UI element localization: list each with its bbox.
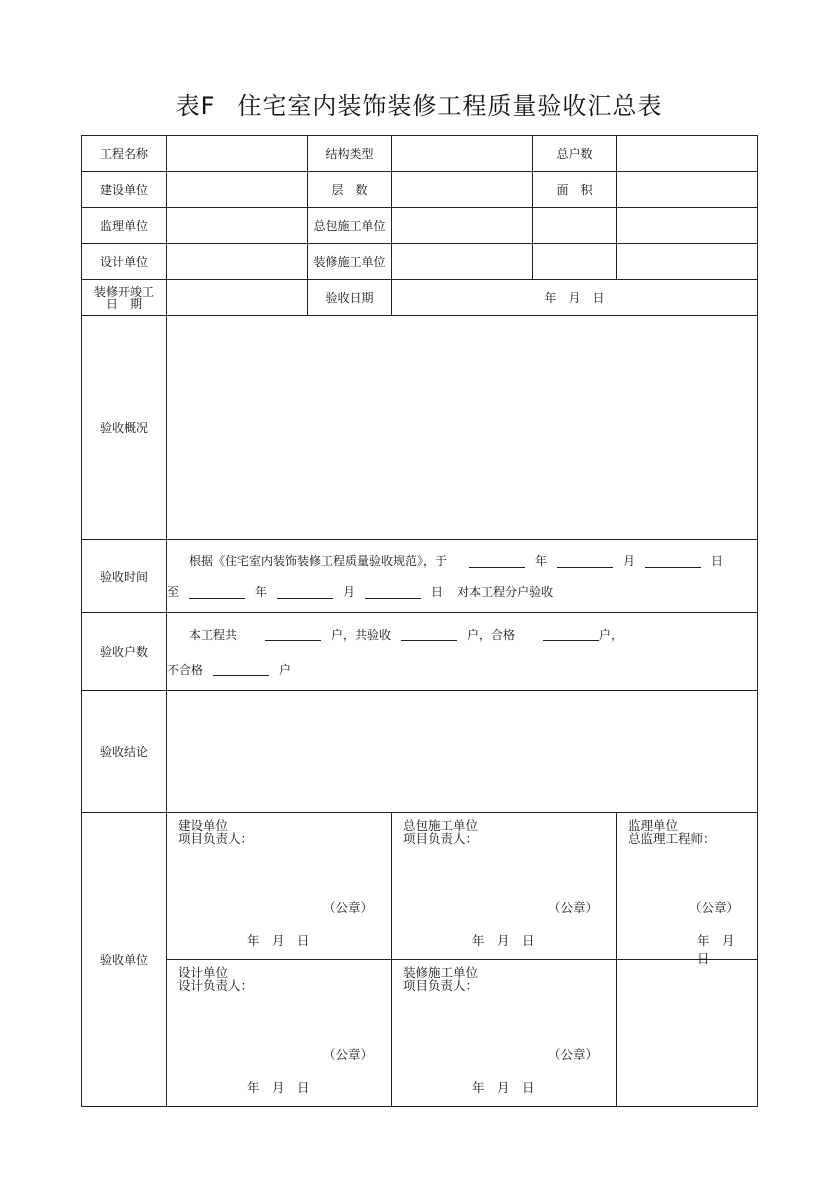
time-line1-prefix: 根据《住宅室内装饰装修工程质量验收规范》，于: [189, 554, 448, 568]
field-supervision-unit[interactable]: [167, 208, 308, 244]
end-year-blank[interactable]: [189, 585, 245, 599]
day-label: 日: [711, 554, 724, 568]
day-label: 日: [431, 585, 444, 599]
blank-cell[interactable]: [617, 244, 758, 280]
households-accepted-label: 户，共验收: [331, 627, 392, 642]
sig-date-label: 年 月 日: [472, 1080, 535, 1095]
signature-cell-construction[interactable]: [167, 813, 392, 960]
row-construction-unit: [82, 172, 758, 208]
signature-cell-empty[interactable]: [617, 960, 758, 1107]
field-area[interactable]: [617, 172, 758, 208]
time-line2-suffix: 对本工程分户验收: [457, 585, 554, 599]
sig-unit-name: 建设单位: [178, 818, 229, 833]
seal-label: （公章）: [547, 1047, 598, 1062]
blank-cell[interactable]: [533, 208, 617, 244]
label-acceptance-date: 验收日期: [308, 280, 392, 316]
qualified-households-blank[interactable]: [543, 627, 599, 641]
field-acceptance-date[interactable]: 年 月 日: [392, 280, 758, 316]
field-overview[interactable]: [167, 316, 758, 540]
end-day-blank[interactable]: [365, 585, 421, 599]
sig-unit-name: 监理单位: [628, 818, 679, 833]
field-conclusion[interactable]: [167, 691, 758, 813]
label-decoration-contractor: 装修施工单位: [308, 244, 392, 280]
blank-cell[interactable]: [617, 208, 758, 244]
field-project-name[interactable]: [167, 136, 308, 172]
label-start-end-line2: 日 期: [105, 296, 142, 311]
label-project-name: 工程名称: [82, 136, 167, 172]
seal-label: （公章）: [547, 900, 598, 915]
row-supervision-unit: [82, 208, 758, 244]
label-floors: 层 数: [308, 172, 392, 208]
field-decoration-contractor[interactable]: [392, 244, 533, 280]
label-construction-unit: 建设单位: [82, 172, 167, 208]
month-label: 月: [343, 585, 356, 599]
row-project-name: [82, 136, 758, 172]
row-units-2: [82, 960, 758, 1107]
label-general-contractor: 总包施工单位: [308, 208, 392, 244]
row-households: [82, 613, 758, 691]
seal-label: （公章）: [688, 900, 739, 915]
year-label: 年: [255, 585, 268, 599]
sig-date-label: 年 月 日: [247, 933, 310, 948]
blank-cell[interactable]: [533, 244, 617, 280]
signature-cell-supervision[interactable]: [617, 813, 758, 966]
label-total-households: 总户数: [533, 136, 617, 172]
label-area: 面 积: [533, 172, 617, 208]
households-text: [167, 613, 758, 691]
start-day-blank[interactable]: [645, 554, 701, 568]
sig-person-label: 项目负责人：: [403, 978, 479, 993]
field-structure-type[interactable]: [392, 136, 533, 172]
sig-unit-name: 设计单位: [178, 965, 229, 980]
field-start-end-date[interactable]: [167, 280, 308, 316]
accepted-households-blank[interactable]: [401, 627, 457, 641]
acceptance-time-text: [167, 540, 758, 613]
label-structure-type: 结构类型: [308, 136, 392, 172]
seal-label: （公章）: [322, 900, 373, 915]
unit-label: 户: [279, 662, 292, 677]
start-year-blank[interactable]: [469, 554, 525, 568]
unqualified-label: 不合格: [167, 662, 204, 677]
sig-person-label: 总监理工程师：: [628, 831, 716, 846]
field-total-households[interactable]: [617, 136, 758, 172]
row-overview: [82, 316, 758, 540]
label-acceptance-units: 验收单位: [82, 813, 167, 1107]
sig-person-label: 项目负责人：: [403, 831, 479, 846]
title-main: 住宅室内装饰装修工程质量验收汇总表: [237, 92, 663, 120]
time-line2-prefix: 至: [167, 585, 180, 599]
label-households: 验收户数: [82, 613, 167, 691]
field-construction-unit[interactable]: [167, 172, 308, 208]
signature-cell-decoration-contractor[interactable]: [392, 960, 617, 1107]
label-acceptance-time: 验收时间: [82, 540, 167, 613]
households-qualified-label: 户，合格: [467, 627, 516, 642]
sig-person-label: 设计负责人：: [178, 978, 254, 993]
start-month-blank[interactable]: [557, 554, 613, 568]
title-prefix: 表F: [175, 92, 216, 120]
sig-unit-name: 总包施工单位: [403, 818, 479, 833]
page-title: [0, 86, 838, 121]
field-floors[interactable]: [392, 172, 533, 208]
label-overview: 验收概况: [82, 316, 167, 540]
sig-person-label: 项目负责人：: [178, 831, 254, 846]
label-design-unit: 设计单位: [82, 244, 167, 280]
label-start-end-date: [82, 280, 167, 316]
row-conclusion: [82, 691, 758, 813]
field-general-contractor[interactable]: [392, 208, 533, 244]
sig-date-label: 年 月 日: [247, 1080, 310, 1095]
row-acceptance-time: [82, 540, 758, 613]
signature-cell-general-contractor[interactable]: [392, 813, 617, 960]
households-end-label: 户，: [599, 627, 624, 642]
sig-date-label: 年 月 日: [472, 933, 535, 948]
sig-unit-name: 装修施工单位: [403, 965, 479, 980]
sig-date-label: 年 月 日: [697, 933, 748, 966]
label-conclusion: 验收结论: [82, 691, 167, 813]
label-start-end-line1: 装修开竣工: [93, 284, 154, 299]
month-label: 月: [623, 554, 636, 568]
label-supervision-unit: 监理单位: [82, 208, 167, 244]
field-design-unit[interactable]: [167, 244, 308, 280]
end-month-blank[interactable]: [277, 585, 333, 599]
acceptance-summary-table: [81, 135, 758, 1107]
row-dates: [82, 280, 758, 316]
row-units-1: [82, 813, 758, 960]
households-total-prefix: 本工程共: [189, 627, 238, 642]
row-design-unit: [82, 244, 758, 280]
year-label: 年: [535, 554, 548, 568]
signature-cell-design[interactable]: [167, 960, 392, 1107]
seal-label: （公章）: [322, 1047, 373, 1062]
total-households-blank[interactable]: [265, 627, 321, 641]
unqualified-households-blank[interactable]: [213, 662, 269, 676]
